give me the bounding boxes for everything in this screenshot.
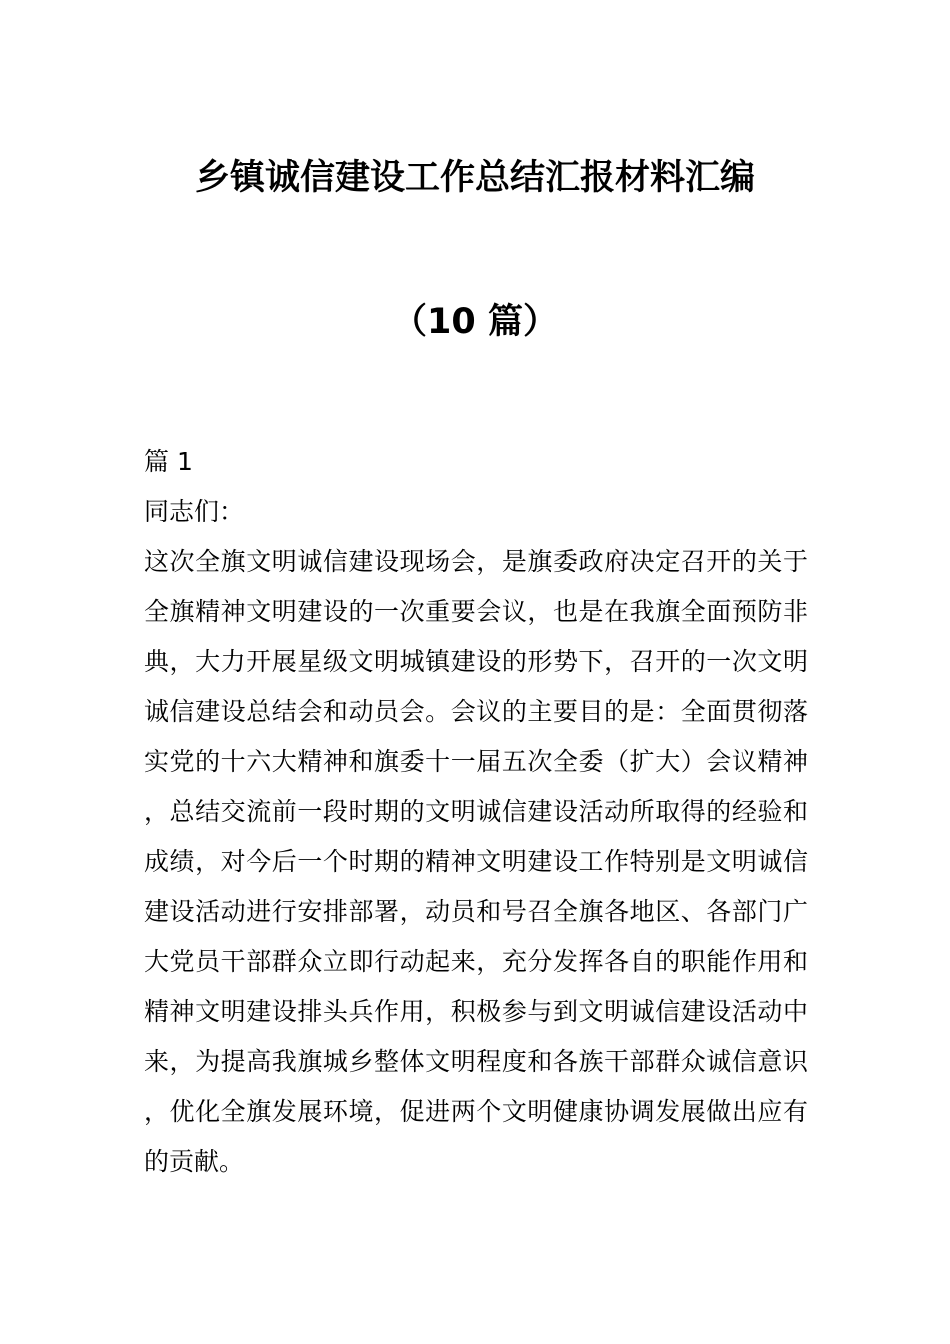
document-subtitle: （10 篇） [392,302,558,342]
section-label: 篇 1 [144,447,193,476]
document-title: 乡镇诚信建设工作总结汇报材料汇编 [194,158,755,198]
salutation: 同志们： [144,497,245,526]
body-paragraph: 这次全旗文明诚信建设现场会，是旗委政府决定召开的关于全旗精神文明建设的一次重要会议，也是在我旗全面预防非典，大力开展星级文明城镇建设的形势下，召开的一次文明诚信建设总结会和动员会。会议的主要目的是：全面贯彻落实党的十六大精神和旗委十一届五次全委（扩大）会议精神，总结交流前一段时期的文明诚信建设活动所取得的经验和成绩，对今后一个时期的精神文明建设工作特别是文明诚信建设活动进行安排部署，动员和号召全旗各地区、各部门广大党员干部群众立即行动起来，充分发挥各自的职能作用和精神文明建设排头兵作用，积极参与到文明诚信建设活动中来，为提高我旗城乡整体文明程度和各族干部群众诚信意识，优化全旗发展环境，促进两个文明健康协调发展做出应有的贡献。 [144,547,808,1176]
